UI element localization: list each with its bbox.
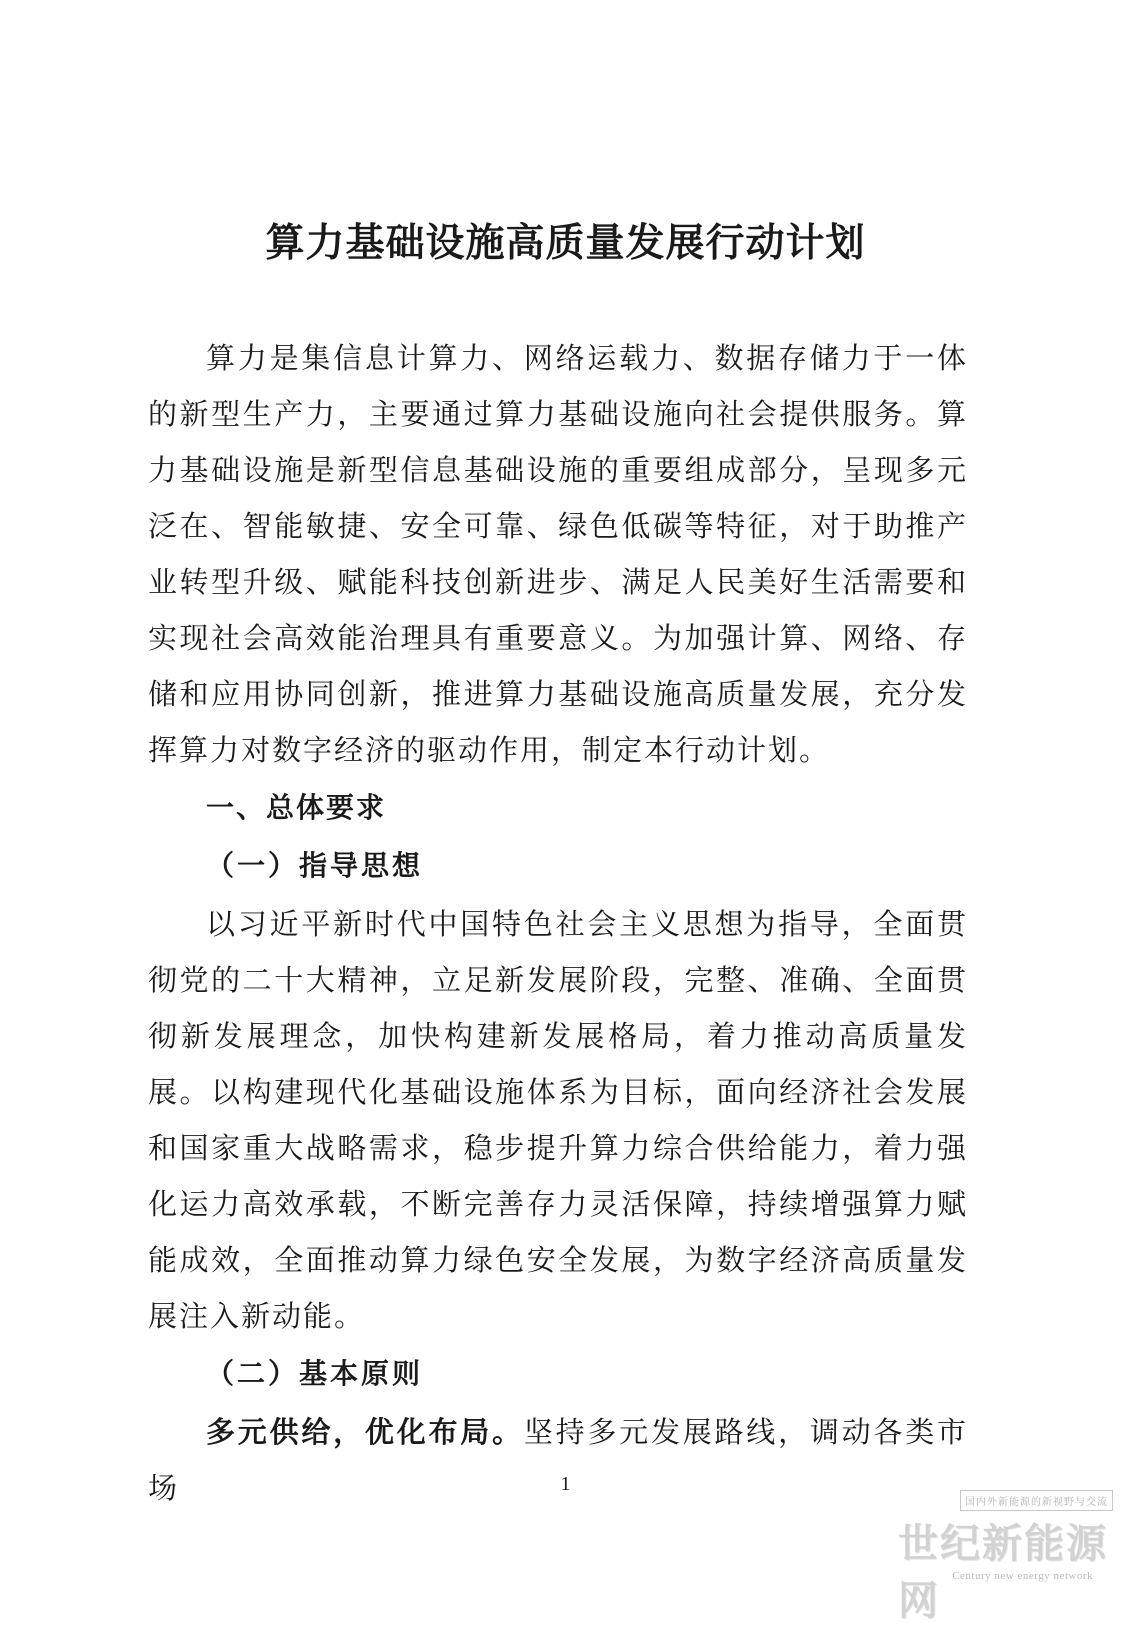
watermark-subtitle: Century new energy network <box>952 1570 1093 1582</box>
intro-block <box>148 330 968 778</box>
watermark-logo-text: 世纪新能源网 <box>898 1520 1108 1624</box>
subsection-heading-basic-principles: （二）基本原则 <box>206 1357 424 1390</box>
principle-paragraph <box>148 1404 968 1516</box>
watermark-tagline: 国内外新能源的新视野与交流 <box>960 1490 1113 1511</box>
page-number: 1 <box>560 1473 571 1495</box>
section-heading: 一、总体要求 <box>206 791 387 824</box>
section-general-requirements <box>148 780 968 1516</box>
document-title: 算力基础设施高质量发展行动计划 <box>265 220 866 266</box>
subsection-heading-guiding-thought: （一）指导思想 <box>206 849 424 882</box>
principle-text: 坚持多元发展路线，调动各类市场 <box>148 1415 968 1505</box>
watermark-logo <box>898 1490 1113 1624</box>
intro-paragraph: 算力是集信息计算力、网络运载力、数据存储力于一体的新型生产力，主要通过算力基础设施向社会提供服务。算力基础设施是新型信息基础设施的重要组成部分，呈现多元泛在、智能敏捷、安全可靠、绿色低碳等特征，对于助推产业转型升级、赋能科技创新进步、满足人民美好生活需要和实现社会高效能治理具有重要意义。为加强计算、网络、存储和应用协同创新，推进算力基础设施高质量发展，充分发挥算力对数字经济的驱动作用，制定本行动计划。 <box>148 341 968 767</box>
principle-lead: 多元供给，优化布局。 <box>206 1415 524 1449</box>
guiding-thought-paragraph: 以习近平新时代中国特色社会主义思想为指导，全面贯彻党的二十大精神，立足新发展阶段，完整、准确、全面贯彻新发展理念，加快构建新发展格局，着力推动高质量发展。以构建现代化基础设施体系为目标，面向经济社会发展和国家重大战略需求，稳步提升算力综合供给能力，着力强化运力高效承载，不断完善存力灵活保障，持续增强算力赋能成效，全面推动算力绿色安全发展，为数字经济高质量发展注入新动能。 <box>148 907 968 1333</box>
